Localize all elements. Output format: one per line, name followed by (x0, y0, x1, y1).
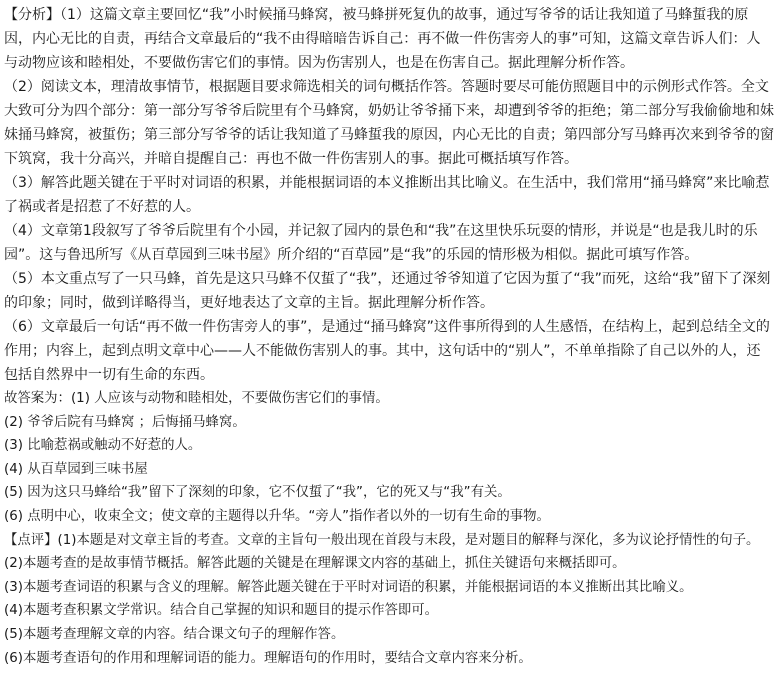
comment-line-2: (2)本题考查的是故事情节概括。解答此题的关键是在理解课文内容的基础上，抓住关键语句来概括即可。 (4, 556, 626, 572)
answer-line-6: (6) 点明中心，收束全文；使文章的主题得以升华。“旁人”指作者以外的一切有生命的事物。 (4, 508, 550, 524)
comment-line-3: (3)本题考查词语的积累与含义的理解。解答此题关键在于平时对词语的积累，并能根据词语的本义推断出其比喻义。 (4, 579, 693, 595)
analysis-paragraph-2: （2）阅读文本，理清故事情节，根据题目要求筛选相关的词句概括作答。答题时要尽可能仿照题目中的示例形式作答。全文大致可分为四个部分：第一部分写爷爷后院里有个马蜂窝，奶奶让爷爷捅下来，却遭到爷爷的拒绝；第二部分写我偷偷地和妹妹捅马蜂窝，被蜇伤；第三部分写爷爷的话让我知道了马蜂蜇我的原因，内心无比的自责；第四部分写马蜂再次来到爷爷的窗下筑窝，我十分高兴，并暗自提醒自己：再也不做一件伤害别人的事。据此可概括填写作答。 (4, 79, 774, 167)
analysis-paragraph-6: （6）文章最后一句话“再不做一件伤害旁人的事”，是通过“捅马蜂窝”这件事所得到的人生感悟，在结构上，起到总结全文的作用；内容上，起到点明文章中心——人不能做伤害别人的事。其中，这句话中的“别人”，不单单指除了自己以外的人，还包括自然界中一切有生命的东西。 (4, 319, 770, 383)
comment-line-4: (4)本题考查积累文学常识。结合自己掌握的知识和题目的提示作答即可。 (4, 603, 439, 619)
analysis-paragraph-1: 【分析】（1）这篇文章主要回忆“我”小时候捅马蜂窝，被马蜂拼死复仇的故事，通过写爷爷的话让我知道了马蜂蜇我的原因，内心无比的自责，再结合文章最后的“我不由得暗暗告诉自己：再不做一件伤害旁人的事”可知，这篇文章告诉人们：人与动物应该和睦相处，不要做伤害它们的事情。因为伤害别人，也是在伤害自己。据此理解分析作答。 (4, 7, 761, 71)
answer-line-3: (3) 比喻惹祸或触动不好惹的人。 (4, 438, 202, 454)
comments-section (4, 529, 774, 671)
analysis-paragraph-5: （5）本文重点写了一只马蜂，首先是这只马蜂不仅蜇了“我”，还通过爷爷知道了它因为蜇了“我”而死，这给“我”留下了深刻的印象；同时，做到详略得当，更好地表达了文章的主旨。据此理解分析作答。 (4, 271, 771, 311)
analysis-paragraph-3: （3）解答此题关键在于平时对词语的积累，并能根据词语的本义推断出其比喻义。在生活中，我们常用“捅马蜂窝”来比喻惹了祸或者是招惹了不好惹的人。 (4, 175, 770, 215)
analysis-section (4, 3, 774, 387)
answer-line-4: (4) 从百草园到三味书屋 (4, 461, 148, 477)
answer-line-5: (5) 因为这只马蜂给“我”留下了深刻的印象，它不仅蜇了“我”，它的死又与“我”有关。 (4, 485, 511, 501)
answer-line-1: 故答案为：(1) 人应该与动物和睦相处，不要做伤害它们的事情。 (4, 391, 389, 406)
answers-section (4, 387, 774, 529)
comment-line-6: (6)本题考查语句的作用和理解词语的能力。理解语句的作用时，要结合文章内容来分析。 (4, 650, 532, 666)
comment-line-5: (5)本题考查理解文章的内容。结合课文句子的理解作答。 (4, 626, 345, 642)
answer-line-2: (2) 爷爷后院有马蜂窝 ；后悔捅马蜂窝。 (4, 414, 246, 430)
analysis-paragraph-4: （4）文章第1段叙写了爷爷后院里有个小园，并记叙了园内的景色和“我”在这里快乐玩耍的情形，并说是“也是我儿时的乐园”。这与鲁迅所写《从百草园到三味书屋》所介绍的“百草园”是“我”的乐园的情形极为相似。据此可填写作答。 (4, 223, 758, 263)
comment-line-1: 【点评】(1)本题是对文章主旨的考查。文章的主旨句一般出现在首段与末段，是对题目的解释与深化，多为议论抒情性的句子。 (4, 532, 760, 548)
